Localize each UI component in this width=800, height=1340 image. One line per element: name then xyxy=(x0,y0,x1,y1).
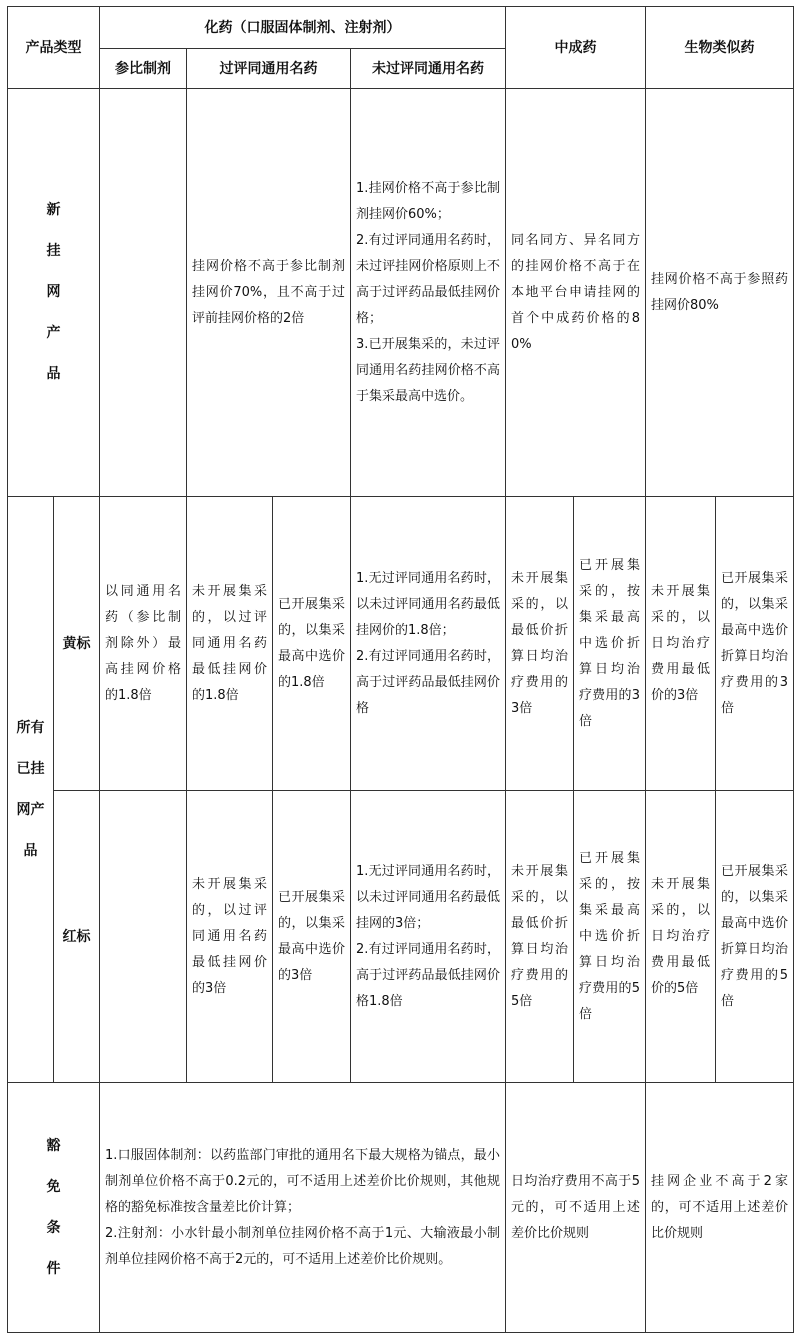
row-label-exemption xyxy=(8,1083,100,1333)
red-tcm-vbp-cell: 已开展集采的，按集采最高中选价折算日均治疗费用的5倍 xyxy=(574,791,646,1083)
header-product-type: 产品类型 xyxy=(8,7,100,89)
exemption-chem-cell: 1.口服固体制剂：以药监部门审批的通用名下最大规格为锚点，最小制剂单位价格不高于0.2元的，可不适用上述差价比价规则，其他规格的豁免标准按含量差比价计算； 2.注射剂：小水针最小制剂单位挂网价格不高于1元、大输液最小制剂单位挂网价格不高于2元的，可不适用上述差价比价规则。 xyxy=(100,1083,506,1333)
yellow-label: 黄标 xyxy=(54,497,100,791)
new-passed-cell: 挂网价格不高于参比制剂挂网价70%，且不高于过评前挂网价格的2倍 xyxy=(187,89,351,497)
row-label-existing xyxy=(8,497,54,1083)
header-bio: 生物类似药 xyxy=(646,7,794,89)
red-label: 红标 xyxy=(54,791,100,1083)
yellow-bio-vbp-cell: 已开展集采的，以集采最高中选价折算日均治疗费用的3倍 xyxy=(716,497,794,791)
exemption-label: 豁免条件 xyxy=(46,1137,61,1277)
exemption-bio-cell: 挂网企业不高于2家的，可不适用上述差价比价规则 xyxy=(646,1083,794,1333)
new-bio-cell: 挂网价格不高于参照药挂网价80% xyxy=(646,89,794,497)
existing-label: 所有已挂网产品 xyxy=(16,719,45,859)
new-ref-cell xyxy=(100,89,187,497)
yellow-passed-vbp-cell: 已开展集采的，以集采最高中选价的1.8倍 xyxy=(273,497,351,791)
header-ref: 参比制剂 xyxy=(100,49,187,89)
yellow-tcm-vbp-cell: 已开展集采的，按集采最高中选价折算日均治疗费用的3倍 xyxy=(574,497,646,791)
new-tcm-cell: 同名同方、异名同方的挂网价格不高于在本地平台申请挂网的首个中成药价格的80% xyxy=(506,89,646,497)
yellow-not-passed-cell: 1.无过评同通用名药时，以未过评同通用名药最低挂网价的1.8倍； 2.有过评同通用名药时，高于过评药品最低挂网价格 xyxy=(351,497,506,791)
price-rule-table xyxy=(7,6,794,1333)
red-not-passed-cell: 1.无过评同通用名药时，以未过评同通用名药最低挂网的3倍； 2.有过评同通用名药时，高于过评药品最低挂网价格1.8倍 xyxy=(351,791,506,1083)
exemption-tcm-cell: 日均治疗费用不高于5元的，可不适用上述差价比价规则 xyxy=(506,1083,646,1333)
yellow-ref-cell: 以同通用名药（参比制剂除外）最高挂网价格的1.8倍 xyxy=(100,497,187,791)
red-bio-no-vbp-cell: 未开展集采的，以日均治疗费用最低价的5倍 xyxy=(646,791,716,1083)
yellow-bio-no-vbp-cell: 未开展集采的，以日均治疗费用最低价的3倍 xyxy=(646,497,716,791)
header-passed: 过评同通用名药 xyxy=(187,49,351,89)
red-passed-vbp-cell: 已开展集采的，以集采最高中选价的3倍 xyxy=(273,791,351,1083)
yellow-tcm-no-vbp-cell: 未开展集采的，以最低价折算日均治疗费用的3倍 xyxy=(506,497,574,791)
red-bio-vbp-cell: 已开展集采的，以集采最高中选价折算日均治疗费用的5倍 xyxy=(716,791,794,1083)
yellow-passed-no-vbp-cell: 未开展集采的，以过评同通用名药最低挂网价的1.8倍 xyxy=(187,497,273,791)
row-label-new-listing xyxy=(8,89,100,497)
header-tcm: 中成药 xyxy=(506,7,646,89)
new-listing-label: 新挂网产品 xyxy=(46,202,61,382)
red-ref-cell xyxy=(100,791,187,1083)
new-not-passed-cell: 1.挂网价格不高于参比制剂挂网价60%； 2.有过评同通用名药时，未过评挂网价格原则上不高于过评药品最低挂网价格； 3.已开展集采的，未过评同通用名药挂网价格不高于集采最高中选价。 xyxy=(351,89,506,497)
red-passed-no-vbp-cell: 未开展集采的，以过评同通用名药最低挂网价的3倍 xyxy=(187,791,273,1083)
header-not-passed: 未过评同通用名药 xyxy=(351,49,506,89)
red-tcm-no-vbp-cell: 未开展集采的，以最低价折算日均治疗费用的5倍 xyxy=(506,791,574,1083)
header-chem: 化药（口服固体制剂、注射剂） xyxy=(100,7,506,49)
